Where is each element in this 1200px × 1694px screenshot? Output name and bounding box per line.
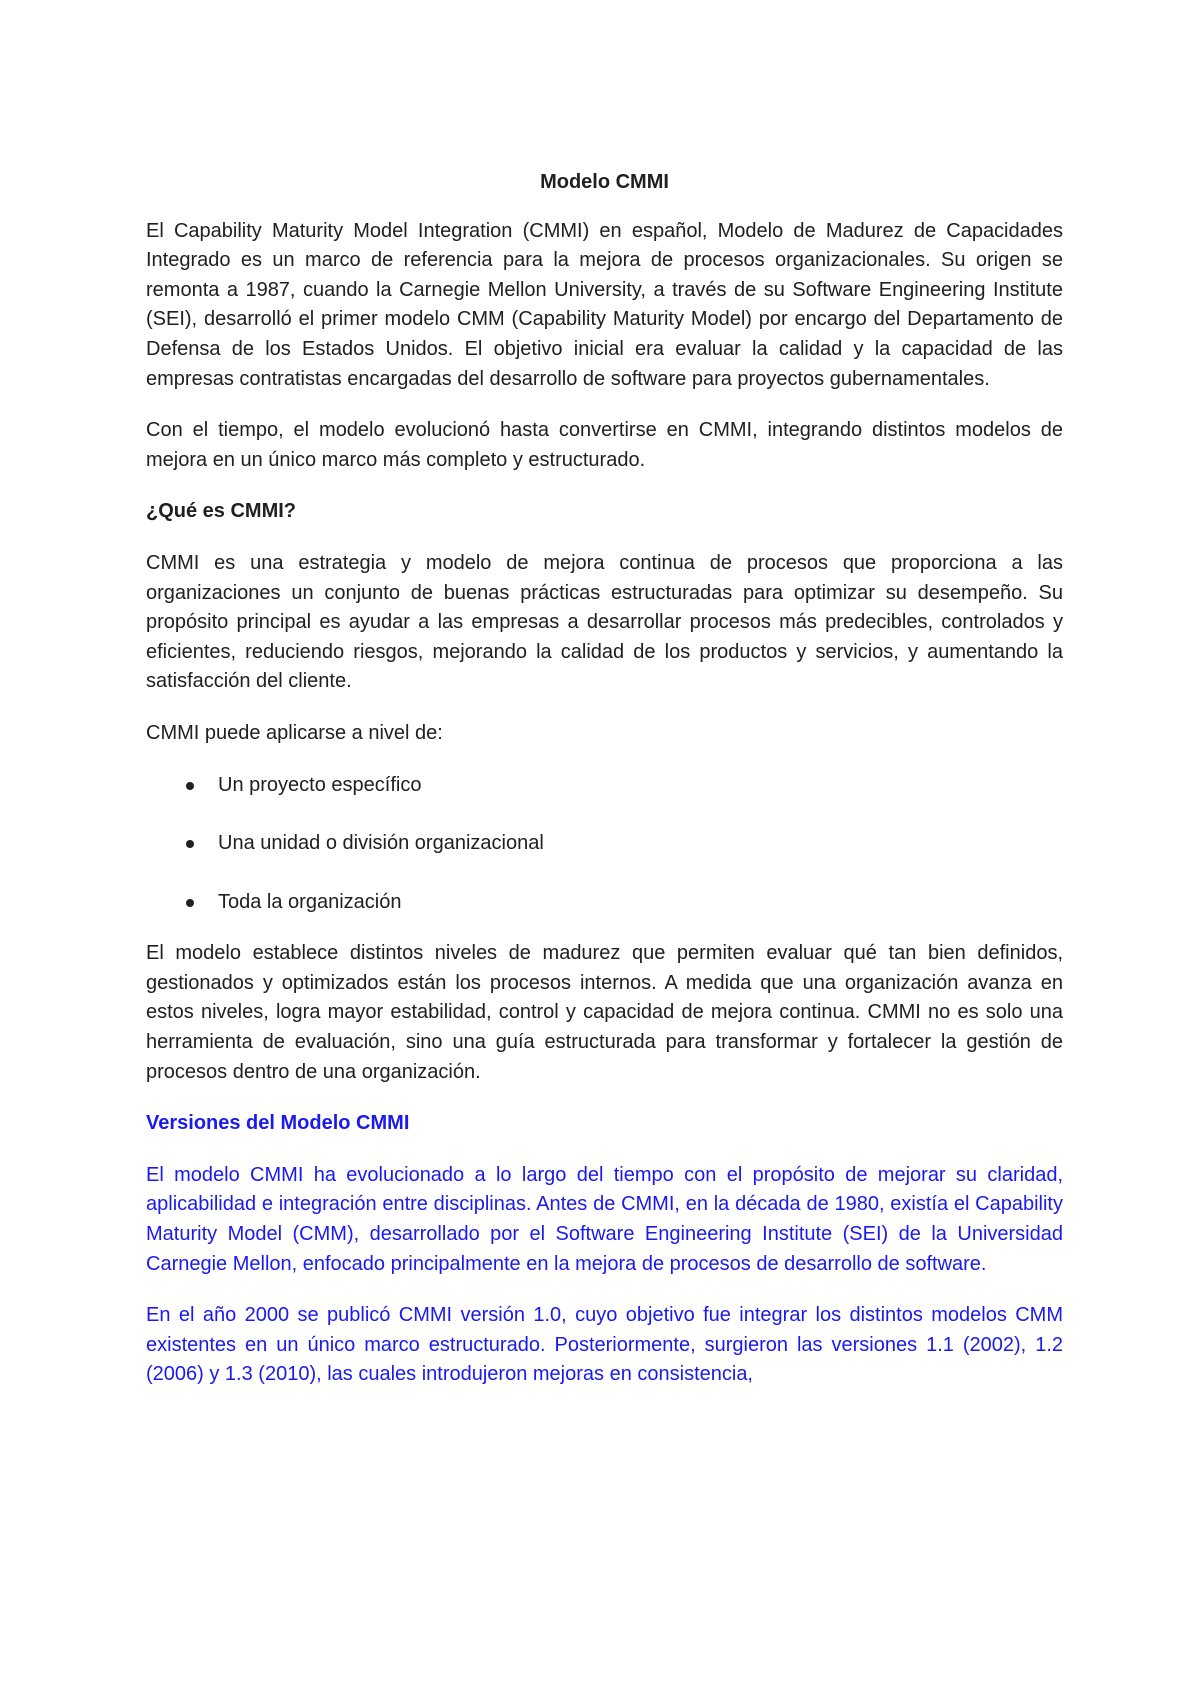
versions-paragraph-releases: En el año 2000 se publicó CMMI versión 1.0, cuyo objetivo fue integrar los distintos modelos CMM existentes en un único marco estructurado. Posteriormente, surgieron las versiones 1.1 (2002), 1.2 (2006) y 1.3 (2010), las cuales introdujeron mejoras en consistencia, (146, 1304, 1063, 1386)
list-item (146, 829, 1063, 859)
bullet-icon (186, 899, 194, 907)
application-levels-list (146, 771, 1063, 918)
versions-heading: Versiones del Modelo CMMI (146, 1112, 410, 1135)
versions-paragraph-history: El modelo CMMI ha evolucionado a lo largo del tiempo con el propósito de mejorar su claridad, aplicabilidad e integración entre disciplinas. Antes de CMMI, en la década de 1980, existía el Capability Maturity Model (CMM), desarrollado por el Software Engineering Institute (SEI) de la Universidad Carnegie Mellon, enfocado principalmente en la mejora de procesos de desarrollo de software. (146, 1163, 1063, 1275)
evolution-paragraph: Con el tiempo, el modelo evolucionó hasta convertirse en CMMI, integrando distintos modelos de mejora en un único marco más completo y estructurado. (146, 419, 1063, 471)
list-item-text: Un proyecto específico (218, 773, 422, 796)
maturity-levels-paragraph: El modelo establece distintos niveles de madurez que permiten evaluar qué tan bien definidos, gestionados y optimizados están los procesos internos. A medida que una organización avanza en estos niveles, logra mayor estabilidad, control y capacidad de mejora continua. CMMI no es solo una herramienta de evaluación, sino una guía estructurada para transformar y fortalecer la gestión de procesos dentro de una organización. (146, 942, 1063, 1083)
what-is-cmmi-paragraph: CMMI es una estrategia y modelo de mejora continua de procesos que proporciona a las organizaciones un conjunto de buenas prácticas estructuradas para optimizar su desempeño. Su propósito principal es ayudar a las empresas a desarrollar procesos más predecibles, controlados y eficientes, reduciendo riesgos, mejorando la calidad de los productos y servicios, y aumentando la satisfacción del cliente. (146, 551, 1063, 693)
document-title: Modelo CMMI (540, 171, 669, 193)
document-page (146, 168, 1063, 1412)
list-item (146, 888, 1063, 918)
list-item (146, 771, 1063, 801)
list-item-text: Toda la organización (218, 890, 402, 913)
intro-paragraph: El Capability Maturity Model Integration (CMMI) en español, Modelo de Madurez de Capacidades Integrado es un marco de referencia para la mejora de procesos organizacionales. Su origen se remonta a 1987, cuando la Carnegie Mellon University, a través de su Software Engineering Institute (SEI), desarrolló el primer modelo CMM (Capability Maturity Model) por encargo del Departamento de Defensa de los Estados Unidos. El objetivo inicial era evaluar la calidad y la capacidad de las empresas contratistas encargadas del desarrollo de software para proyectos gubernamentales. (146, 219, 1063, 390)
bullet-icon (186, 840, 194, 848)
list-intro: CMMI puede aplicarse a nivel de: (146, 721, 443, 744)
bullet-icon (186, 782, 194, 790)
what-is-cmmi-heading: ¿Qué es CMMI? (146, 500, 297, 523)
list-item-text: Una unidad o división organizacional (218, 832, 544, 855)
